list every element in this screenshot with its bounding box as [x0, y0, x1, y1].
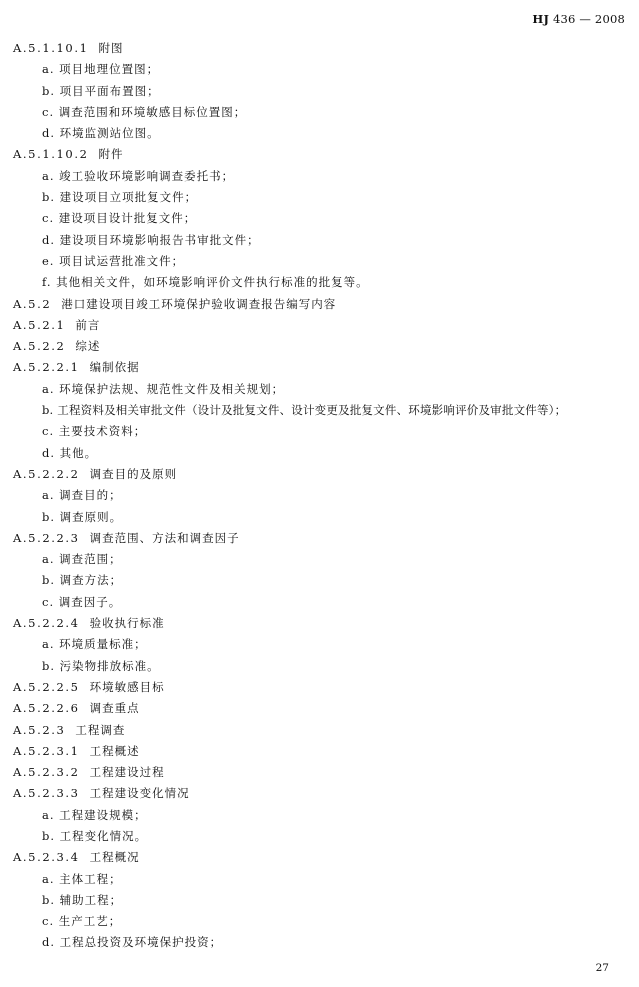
section-number: A.5.2.2.6	[13, 701, 80, 716]
list-item: b. 污染物排放标准。	[42, 658, 160, 673]
section-heading	[0, 677, 639, 698]
list-item: b. 辅助工程；	[42, 892, 123, 907]
list-item: d. 建设项目环境影响报告书审批文件；	[42, 232, 260, 247]
list-item: b. 调查方法；	[42, 573, 123, 588]
section-title: 工程调查	[75, 722, 126, 737]
list-item: a. 调查范围；	[42, 552, 122, 567]
list-item: d. 工程总投资及环境保护投资；	[42, 935, 223, 950]
list-item: e. 项目试运营批准文件；	[42, 253, 185, 268]
list-item: f. 其他相关文件，如环境影响评价文件执行标准的批复等。	[42, 275, 369, 290]
section-title: 港口建设项目竣工环境保护验收调查报告编写内容	[61, 296, 337, 311]
list-item: a. 调查目的；	[42, 488, 122, 503]
list-item: b. 调查原则。	[42, 509, 123, 524]
section-number: A.5.2.2.5	[13, 679, 80, 694]
section-number: A.5.2.3.4	[13, 850, 80, 865]
list-item: a. 工程建设规模；	[42, 807, 147, 822]
list-item: c. 建设项目设计批复文件；	[42, 211, 197, 226]
standard-number: 436 — 2008	[552, 12, 625, 26]
list-item: c. 调查因子。	[42, 594, 122, 609]
section-heading	[0, 613, 639, 634]
section-heading	[0, 720, 639, 741]
section-heading	[0, 357, 639, 378]
section-heading	[0, 847, 639, 868]
list-item: a. 环境质量标准；	[42, 637, 147, 652]
section-heading	[0, 741, 639, 762]
section-title: 验收执行标准	[89, 616, 165, 631]
standard-code: HJ	[532, 12, 550, 26]
section-heading	[0, 464, 639, 485]
section-number: A.5.2.3.3	[13, 786, 80, 801]
list-item: c. 生产工艺；	[42, 914, 122, 929]
section-title: 工程概况	[89, 850, 140, 865]
list-item: c. 主要技术资料；	[42, 424, 147, 439]
section-number: A.5.2.2.1	[13, 360, 80, 375]
section-title: 附图	[98, 41, 124, 55]
section-heading	[0, 315, 639, 336]
page-number: 27	[595, 962, 609, 974]
section-heading	[0, 294, 639, 315]
list-item: d. 其他。	[42, 445, 98, 460]
list-item: c. 调查范围和环境敏感目标位置图；	[42, 104, 247, 119]
section-heading	[0, 144, 639, 165]
section-number: A.5.2.2.2	[13, 466, 80, 481]
section-number: A.5.1.10.2	[13, 147, 89, 162]
section-number: A.5.2.3.2	[13, 765, 80, 780]
section-number: A.5.2.3.1	[13, 743, 80, 758]
section-title: 工程建设过程	[89, 765, 165, 780]
section-title: 调查目的及原则	[89, 466, 178, 481]
section-title: 环境敏感目标	[89, 679, 165, 694]
section-heading	[0, 698, 639, 719]
section-title: 编制依据	[89, 360, 140, 375]
section-title: 工程建设变化情况	[89, 786, 190, 801]
list-item: a. 竣工验收环境影响调查委托书；	[42, 168, 235, 183]
section-number: A.5.2.2	[13, 339, 66, 354]
section-title: 调查重点	[89, 701, 140, 716]
list-item: b. 建设项目立项批复文件；	[42, 190, 198, 205]
section-number: A.5.2.2.3	[13, 530, 80, 545]
list-item: a. 主体工程；	[42, 871, 122, 886]
section-heading	[0, 783, 639, 804]
list-item: b. 项目平面布置图；	[42, 83, 160, 98]
section-number: A.5.2.2.4	[13, 616, 80, 631]
section-heading	[0, 528, 639, 549]
list-item: b. 工程资料及相关审批文件（设计及批复文件、设计变更及批复文件、环境影响评价及审批文件等）；	[42, 403, 567, 418]
section-number: A.5.1.10.1	[13, 41, 89, 55]
section-heading	[0, 38, 639, 59]
section-title: 工程概述	[89, 743, 140, 758]
page-header	[532, 12, 625, 26]
section-number: A.5.2.3	[13, 722, 66, 737]
list-item: a. 环境保护法规、规范性文件及相关规划；	[42, 381, 285, 396]
section-heading	[0, 762, 639, 783]
section-heading	[0, 336, 639, 357]
section-title: 调查范围、方法和调查因子	[89, 530, 240, 545]
list-item: a. 项目地理位置图；	[42, 62, 160, 77]
section-title: 附件	[98, 147, 124, 162]
list-item: b. 工程变化情况。	[42, 828, 148, 843]
section-title: 前言	[75, 317, 101, 332]
section-number: A.5.2	[13, 296, 52, 311]
list-item: d. 环境监测站位图。	[42, 126, 160, 141]
document-body	[0, 38, 639, 954]
section-number: A.5.2.1	[13, 317, 66, 332]
section-title: 综述	[75, 339, 101, 354]
